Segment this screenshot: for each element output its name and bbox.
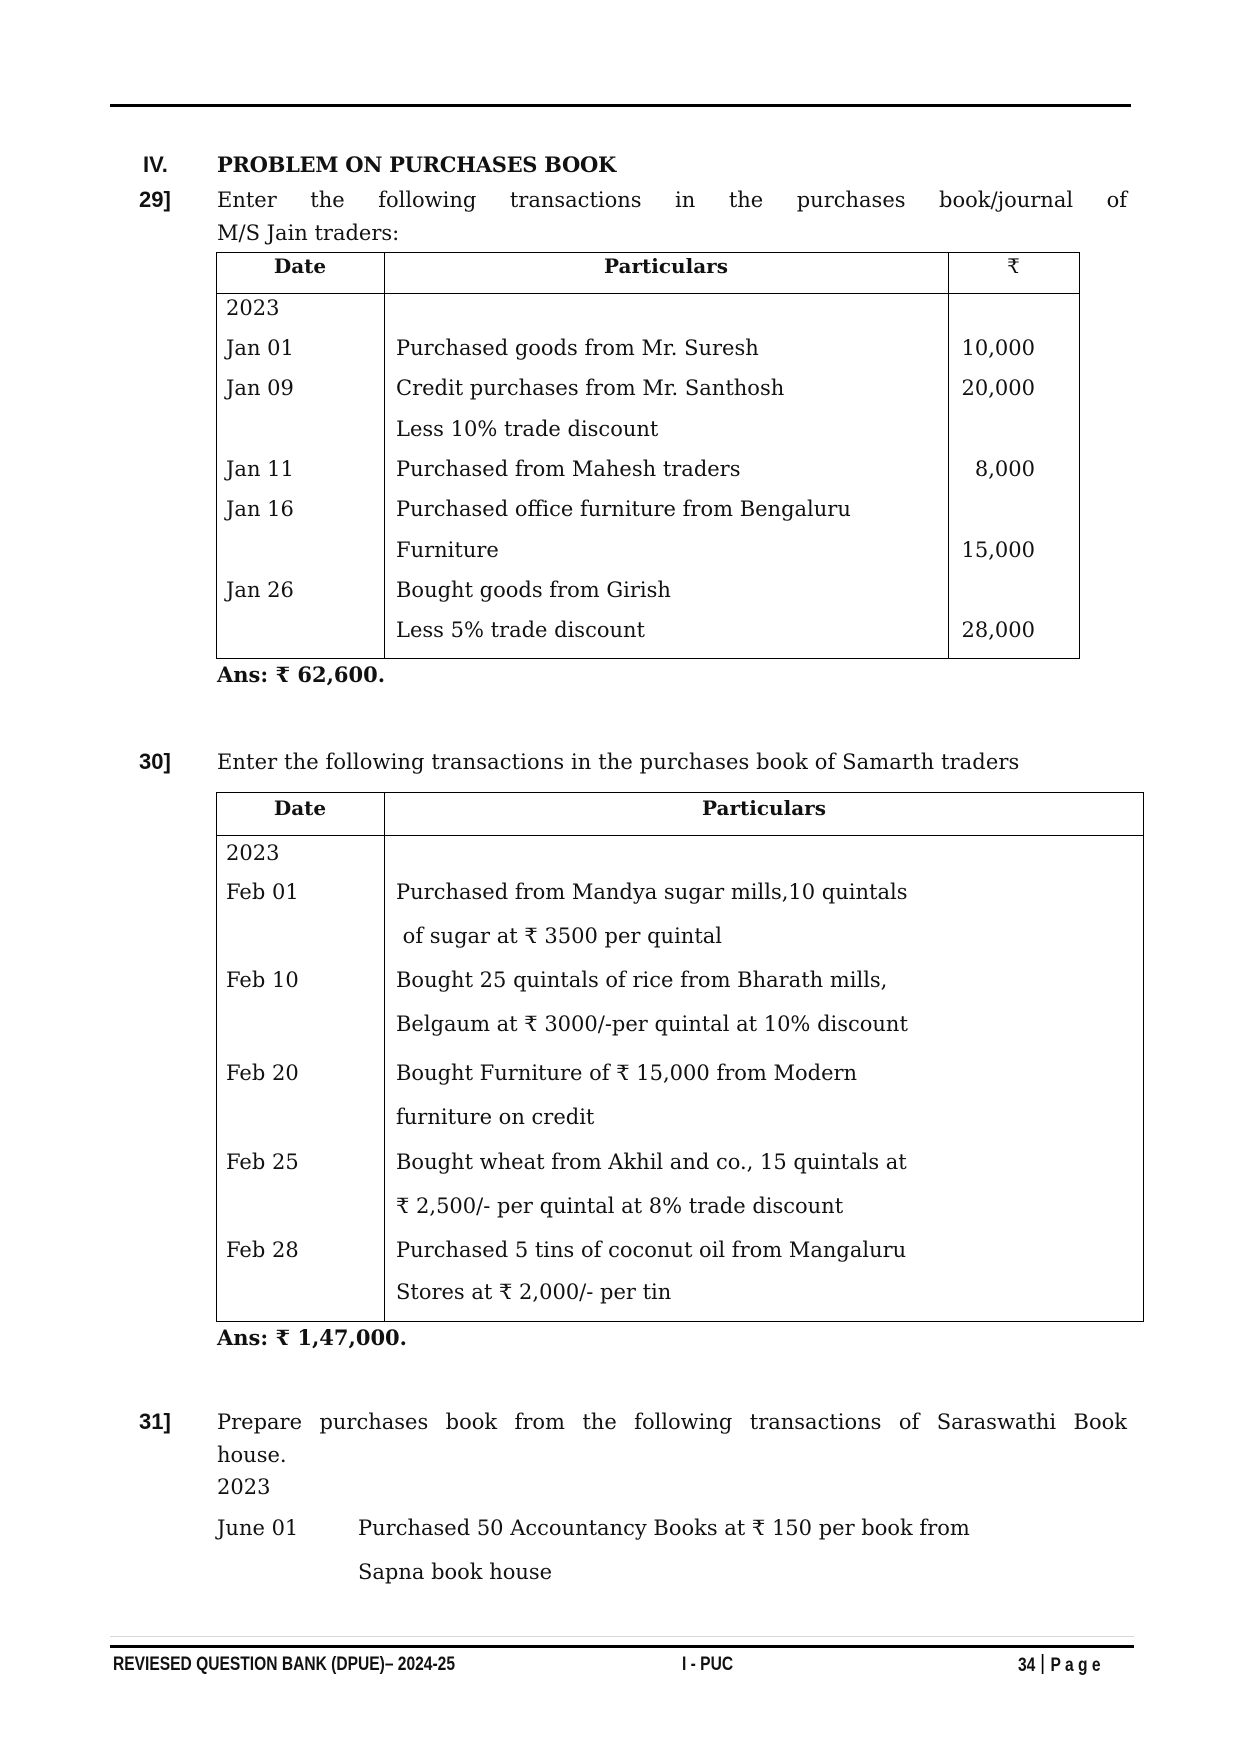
row-particulars: of sugar at ₹ 3500 per quintal — [396, 924, 723, 948]
question-31-prompt-line2: house. — [217, 1443, 287, 1467]
column-header-amount-rupee-icon: ₹ — [1007, 254, 1020, 278]
footer-rule — [110, 1645, 1134, 1648]
question-29-prompt-line1: Enter the following transactions in the purchases book/journal of — [217, 188, 1127, 212]
row-date: Feb 10 — [226, 968, 299, 992]
row-particulars: Purchased from Mandya sugar mills,10 quintals — [396, 880, 908, 904]
entry-text-line1: Purchased 50 Accountancy Books at ₹ 150 per book from — [358, 1516, 970, 1540]
table-header-divider — [216, 835, 1144, 836]
row-amount: 10,000 — [961, 336, 1035, 360]
row-particulars: Stores at ₹ 2,000/- per tin — [396, 1280, 672, 1304]
question-29-answer — [217, 662, 385, 688]
row-particulars: Purchased goods from Mr. Suresh — [396, 336, 759, 360]
column-header-date: Date — [273, 254, 327, 278]
row-particulars: Bought wheat from Akhil and co., 15 quintals at — [396, 1150, 907, 1174]
table-column-divider — [384, 792, 385, 1322]
row-amount: 8,000 — [974, 457, 1035, 481]
row-date: Jan 11 — [226, 457, 294, 481]
row-date: Feb 20 — [226, 1061, 299, 1085]
row-particulars: Furniture — [396, 538, 499, 562]
footer-title: REVIESED QUESTION BANK (DPUE)– 2024-25 — [113, 1654, 455, 1675]
row-date: 2023 — [226, 841, 280, 865]
row-particulars: Less 10% trade discount — [396, 417, 659, 441]
row-amount: 15,000 — [961, 538, 1035, 562]
question-30-number: 30] — [139, 749, 171, 774]
section-title: PROBLEM ON PURCHASES BOOK — [217, 152, 616, 177]
answer-value: ₹ 62,600. — [275, 662, 386, 687]
question-29-number: 29] — [139, 187, 171, 212]
row-date: Feb 28 — [226, 1238, 299, 1262]
answer-label: Ans: — [217, 662, 269, 687]
answer-value: ₹ 1,47,000. — [275, 1325, 407, 1350]
row-particulars: ₹ 2,500/- per quintal at 8% trade discount — [396, 1194, 844, 1218]
question-30-answer — [217, 1325, 407, 1351]
section-number: IV. — [143, 152, 168, 177]
row-particulars: Purchased 5 tins of coconut oil from Mangaluru — [396, 1238, 907, 1262]
column-header-date: Date — [273, 796, 327, 820]
row-particulars: Less 5% trade discount — [396, 618, 645, 642]
question-31-number: 31] — [139, 1409, 171, 1434]
row-date: Jan 16 — [226, 497, 294, 521]
page-separator — [1042, 1654, 1044, 1674]
question-29-prompt-line2: M/S Jain traders: — [217, 221, 400, 245]
row-particulars: furniture on credit — [396, 1105, 595, 1129]
footer-class: I - PUC — [682, 1654, 734, 1675]
question-31-year: 2023 — [217, 1475, 271, 1499]
question-31-prompt-line1: Prepare purchases book from the following transactions of Saraswathi Book — [217, 1410, 1127, 1434]
footer-divider-light — [110, 1636, 1134, 1637]
answer-label: Ans: — [217, 1325, 269, 1350]
row-particulars: Purchased office furniture from Bengaluru — [396, 497, 851, 521]
table-header-divider — [216, 293, 1080, 294]
column-header-particulars: Particulars — [702, 796, 826, 820]
entry-text-line2: Sapna book house — [358, 1560, 553, 1584]
row-amount: 20,000 — [961, 376, 1035, 400]
row-date: Feb 25 — [226, 1150, 299, 1174]
page-label: P a g e — [1050, 1655, 1101, 1676]
header-rule — [110, 104, 1131, 107]
row-particulars: Belgaum at ₹ 3000/-per quintal at 10% discount — [396, 1012, 908, 1036]
row-particulars: Bought 25 quintals of rice from Bharath mills, — [396, 968, 888, 992]
row-date: 2023 — [226, 296, 280, 320]
row-particulars: Bought goods from Girish — [396, 578, 671, 602]
row-date: Jan 26 — [226, 578, 294, 602]
page-number: 34 — [1018, 1655, 1036, 1676]
row-date: Jan 01 — [226, 336, 294, 360]
column-header-particulars: Particulars — [604, 254, 728, 278]
row-particulars: Credit purchases from Mr. Santhosh — [396, 376, 785, 400]
row-date: Feb 01 — [226, 880, 299, 904]
question-30-prompt: Enter the following transactions in the purchases book of Samarth traders — [217, 750, 1020, 774]
row-date: Jan 09 — [226, 376, 294, 400]
row-amount: 28,000 — [961, 618, 1035, 642]
row-particulars: Bought Furniture of ₹ 15,000 from Modern — [396, 1061, 858, 1085]
footer-page — [1018, 1654, 1100, 1677]
entry-date: June 01 — [217, 1516, 299, 1540]
table-column-divider — [384, 252, 385, 659]
row-particulars: Purchased from Mahesh traders — [396, 457, 741, 481]
